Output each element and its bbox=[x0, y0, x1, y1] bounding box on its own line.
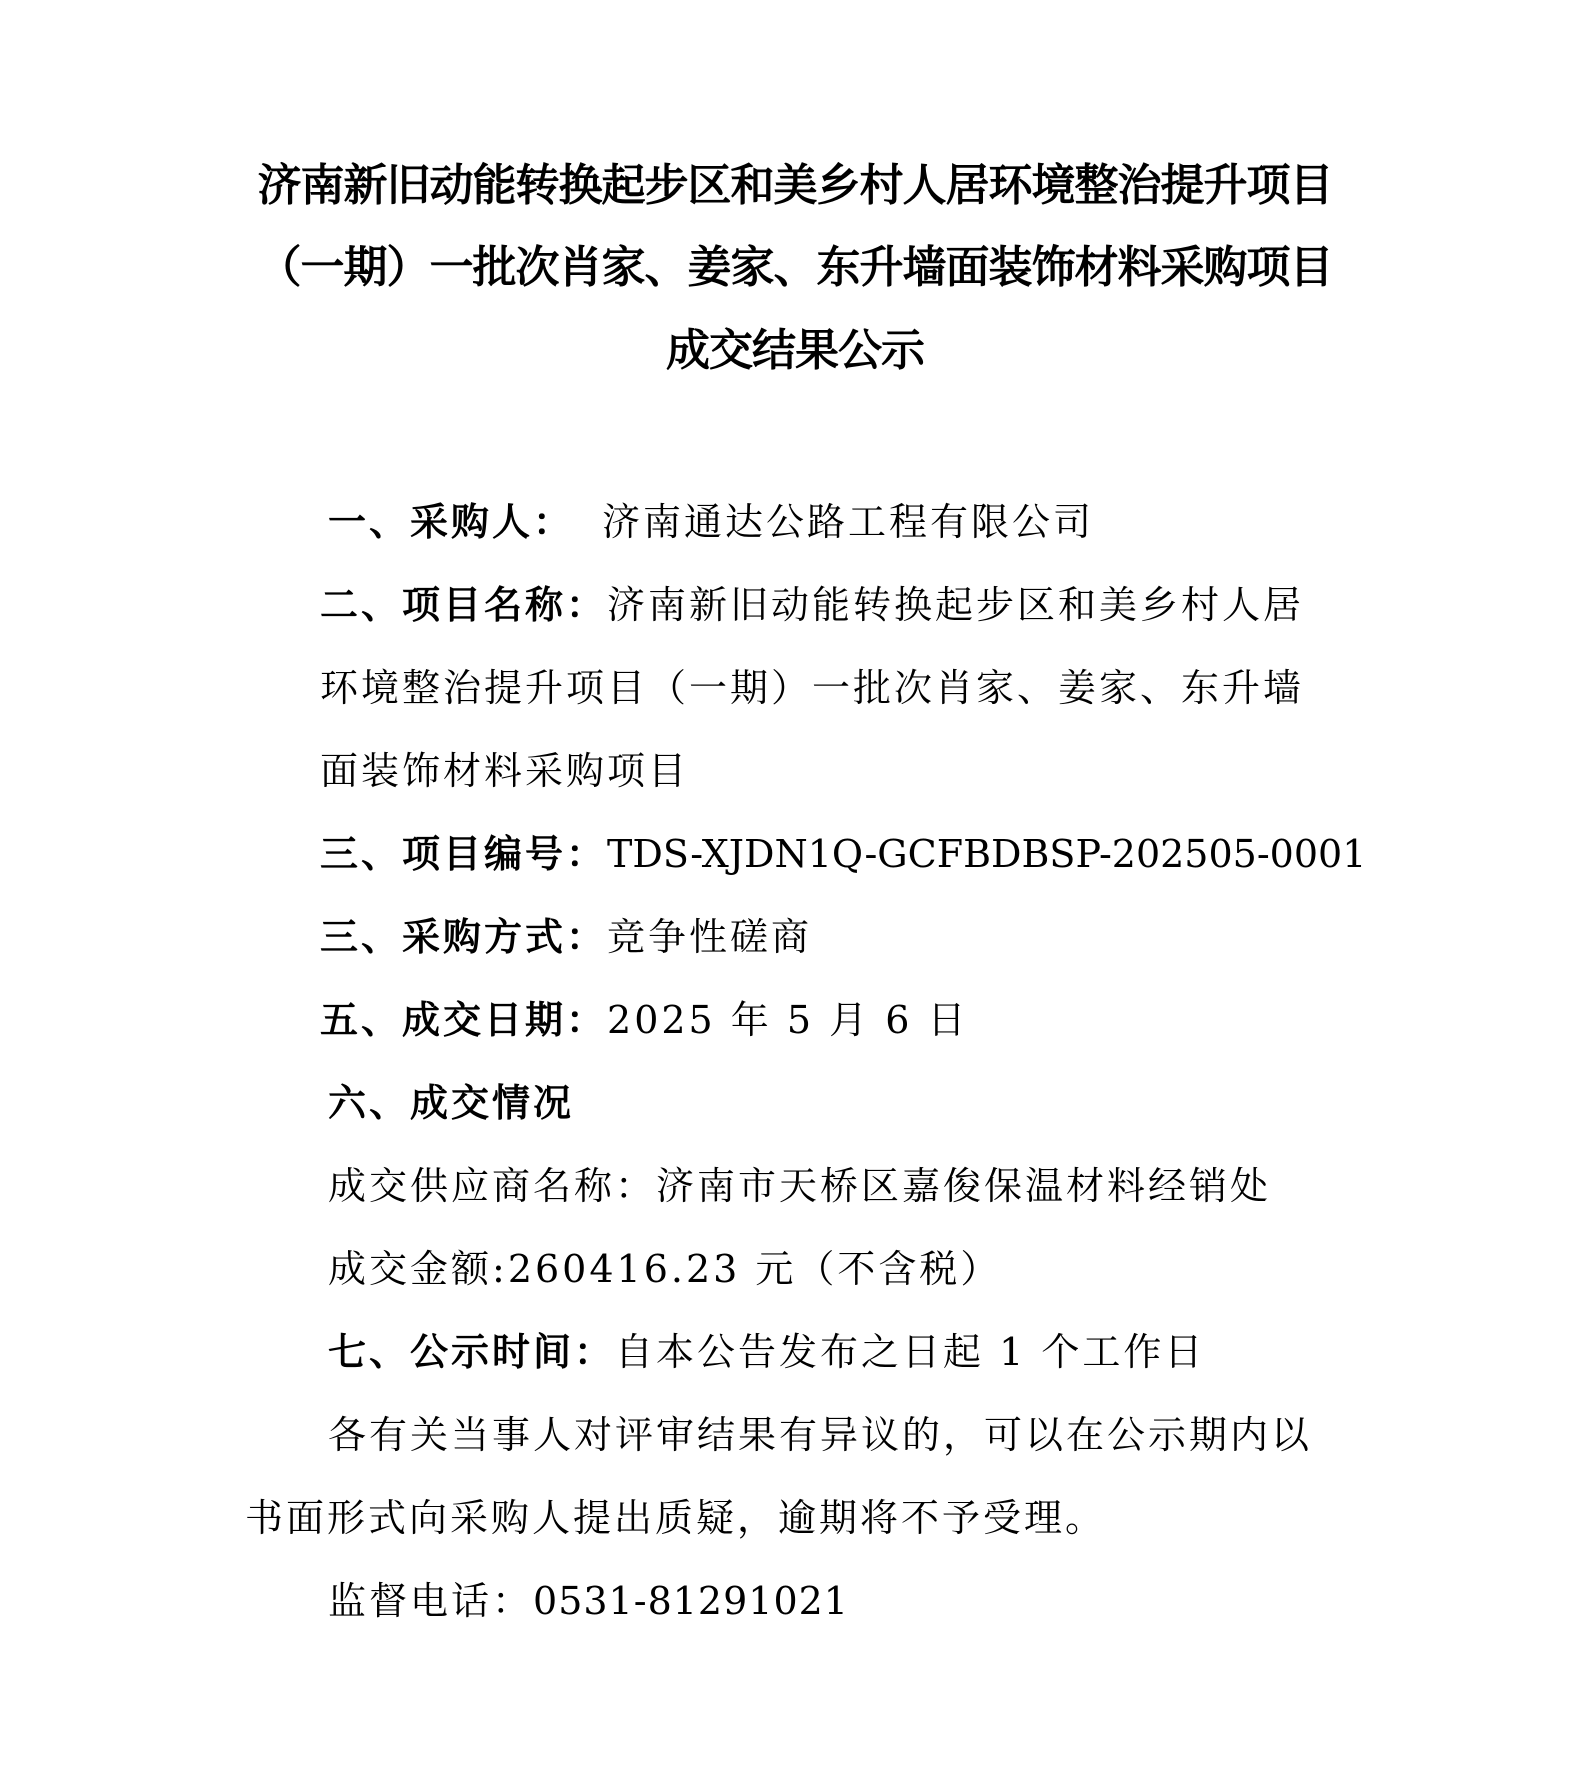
project-name-label: 二、项目名称： bbox=[320, 582, 608, 627]
deal-status-heading: 六、成交情况 bbox=[328, 1080, 575, 1125]
supervision-label: 监督电话： bbox=[328, 1579, 534, 1623]
notice-line-2: 书面形式向采购人提出质疑，逾期将不予受理。 bbox=[245, 1496, 1107, 1540]
procurement-method-value: 竞争性磋商 bbox=[607, 915, 813, 959]
deal-date-label: 五、成交日期： bbox=[320, 997, 608, 1042]
project-number-value: TDS-XJDN1Q-GCFBDBSP-202505-0001 bbox=[607, 832, 1367, 876]
deal-date-row bbox=[320, 995, 968, 1045]
purchaser-value: 济南通达公路工程有限公司 bbox=[602, 500, 1095, 544]
supplier-value: 济南市天桥区嘉俊保温材料经销处 bbox=[656, 1164, 1272, 1208]
page-title-line-3: 成交结果公示 bbox=[666, 325, 924, 376]
purchaser-label: 一、采购人： bbox=[328, 499, 575, 544]
procurement-method-row bbox=[320, 912, 812, 962]
supplier-row bbox=[328, 1161, 1271, 1211]
publicity-period-value: 自本公告发布之日起 1 个工作日 bbox=[615, 1330, 1206, 1374]
publicity-period-label: 七、公示时间： bbox=[328, 1329, 616, 1374]
supplier-label: 成交供应商名称： bbox=[328, 1164, 657, 1208]
amount-label: 成交金额: bbox=[328, 1247, 508, 1291]
notice-line-1: 各有关当事人对评审结果有异议的，可以在公示期内以 bbox=[328, 1413, 1313, 1457]
purchaser-row bbox=[328, 497, 1094, 547]
project-number-row bbox=[320, 829, 1366, 879]
page-title-line-2: （一期）一批次肖家、姜家、东升墙面装饰材料采购项目 bbox=[257, 242, 1333, 293]
supervision-phone: 0531-81291021 bbox=[533, 1579, 849, 1623]
publicity-period-row bbox=[328, 1327, 1205, 1377]
project-name-row bbox=[320, 580, 1304, 630]
procurement-method-label: 三、采购方式： bbox=[320, 914, 608, 959]
project-name-value-line-1: 济南新旧动能转换起步区和美乡村人居 bbox=[607, 583, 1305, 627]
deal-date-value: 2025 年 5 月 6 日 bbox=[607, 998, 969, 1042]
project-number-label: 三、项目编号： bbox=[320, 831, 608, 876]
project-name-value-line-2: 环境整治提升项目（一期）一批次肖家、姜家、东升墙 bbox=[320, 666, 1305, 710]
amount-row bbox=[328, 1244, 1001, 1294]
amount-value: 260416.23 元（不含税） bbox=[507, 1247, 1002, 1291]
project-name-value-line-3: 面装饰材料采购项目 bbox=[320, 749, 690, 793]
supervision-row bbox=[328, 1576, 849, 1626]
page-title-line-1: 济南新旧动能转换起步区和美乡村人居环境整治提升项目 bbox=[257, 160, 1333, 211]
